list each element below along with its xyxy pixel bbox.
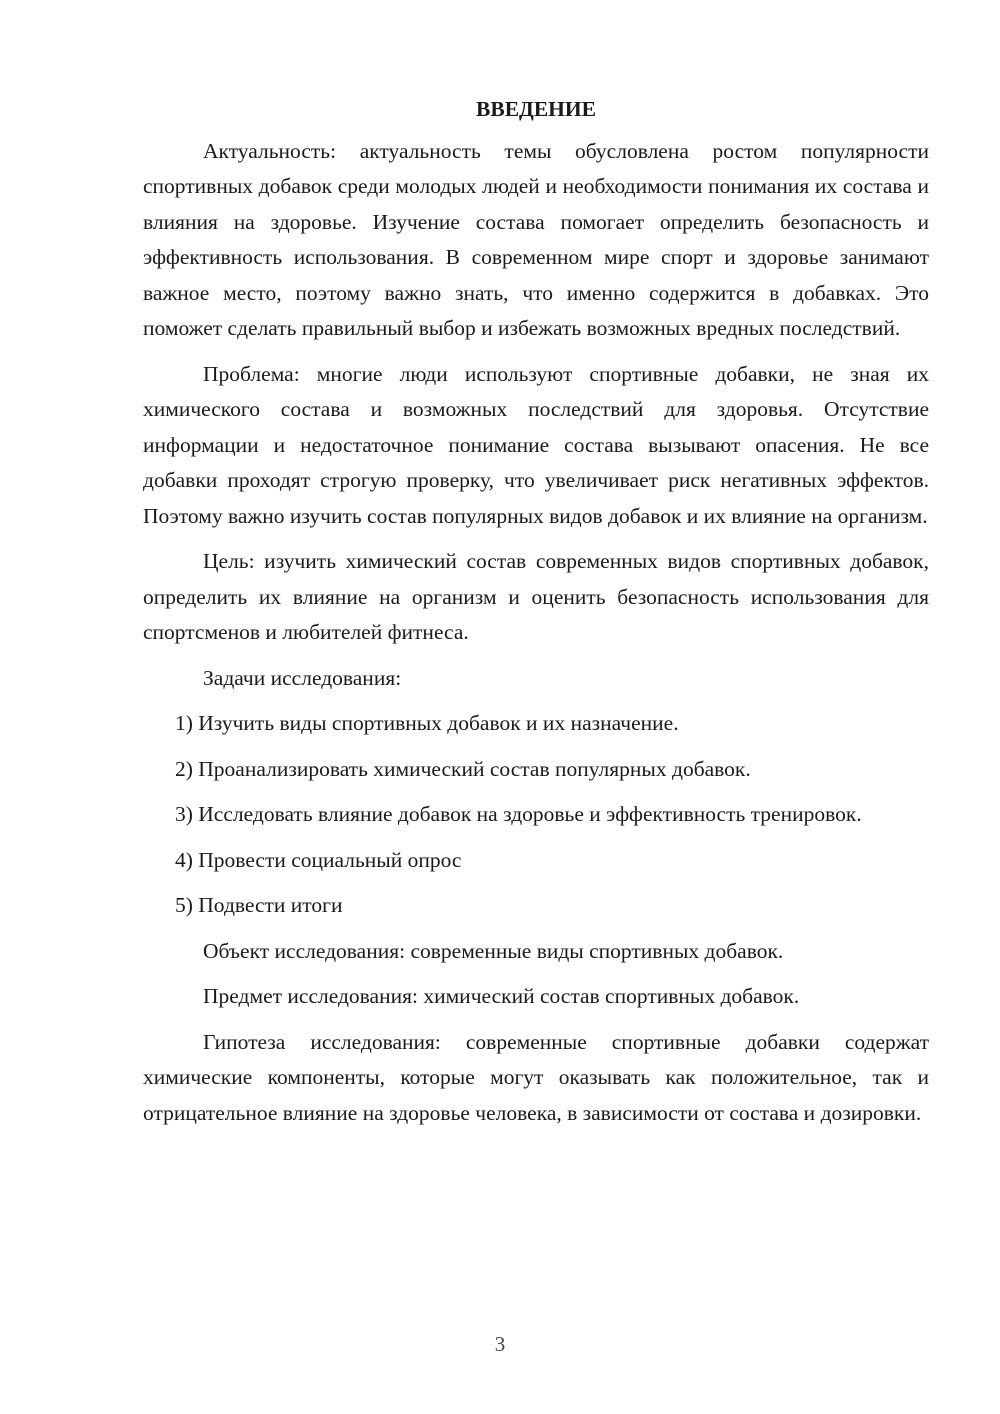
task-item-4: 4) Провести социальный опрос bbox=[175, 847, 462, 872]
goal-paragraph: Цель: изучить химический состав современных видов спортивных добавок, определить их влияние на организм и оценить безопасность использования для спортсменов и любителей фитнеса. bbox=[143, 549, 929, 644]
page-number: 3 bbox=[494, 1332, 506, 1356]
relevance-paragraph: Актуальность: актуальность темы обусловлена ростом популярности спортивных добавок среди молодых людей и необходимости понимания их состава и влияния на здоровье. Изучение состава помогает определить безопасность и эффективность использования. В современном мире спорт и здоровье занимают важное место, поэтому важно знать, что именно содержится в добавках. Это поможет сделать правильный выбор и избежать возможных вредных последствий. bbox=[143, 138, 929, 340]
problem-paragraph: Проблема: многие люди используют спортивные добавки, не зная их химического состава и возможных последствий для здоровья. Отсутствие информации и недостаточное понимание состава вызывают опасения. Не все добавки проходят строгую проверку, что увеличивает риск негативных эффектов. Поэтому важно изучить состав популярных видов добавок и их влияние на организм. bbox=[143, 361, 929, 528]
task-item-3: 3) Исследовать влияние добавок на здоровье и эффективность тренировок. bbox=[175, 802, 862, 826]
tasks-title: Задачи исследования: bbox=[203, 665, 402, 690]
subject-line: Предмет исследования: химический состав спортивных добавок. bbox=[203, 984, 800, 1008]
task-item-5: 5) Подвести итоги bbox=[175, 893, 343, 917]
task-item-1: 1) Изучить виды спортивных добавок и их назначение. bbox=[175, 711, 679, 735]
hypothesis-paragraph: Гипотеза исследования: современные спортивные добавки содержат химические компоненты, которые могут оказывать как положительное, так и отрицательное влияние на здоровье человека, в зависимости от состава и дозировки. bbox=[143, 1029, 929, 1125]
task-item-2: 2) Проанализировать химический состав популярных добавок. bbox=[175, 756, 751, 781]
document-heading: ВВЕДЕНИЕ bbox=[476, 97, 596, 121]
document-page bbox=[143, 92, 929, 1141]
object-line: Объект исследования: современные виды спортивных добавок. bbox=[203, 938, 784, 963]
